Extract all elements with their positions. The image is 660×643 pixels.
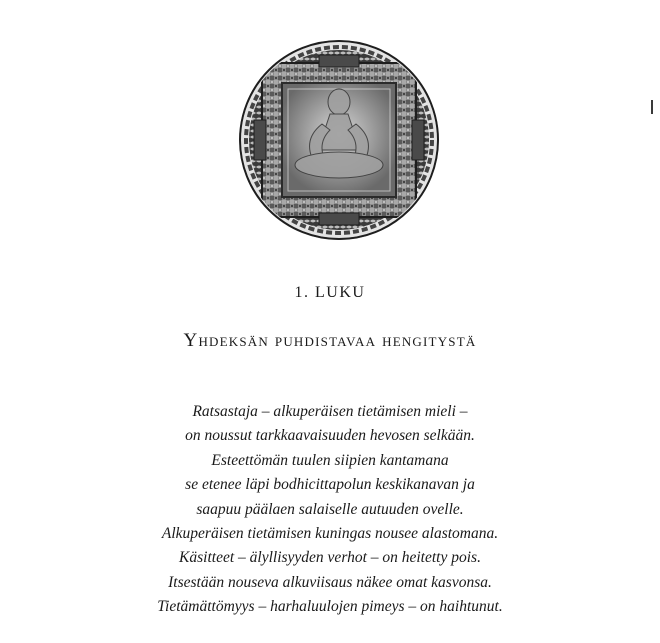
chapter-title: Yhdeksän puhdistavaa hengitystä: [183, 330, 477, 351]
poem-verse: [0, 400, 660, 620]
meditating-figure-mandala-icon: [238, 20, 440, 260]
poem-line: Esteettömän tuulen siipien kantamana: [211, 451, 449, 469]
poem-line: Tietämättömyys – harhaluulojen pimeys – on haihtunut.: [157, 598, 503, 616]
poem-line: Itsestään nouseva alkuviisaus näkee omat kasvonsa.: [168, 573, 492, 591]
poem-line: Alkuperäisen tietämisen kuningas nousee alastomana.: [161, 524, 499, 542]
poem-line: Käsitteet – älyllisyyden verhot – on heitetty pois.: [179, 549, 481, 567]
poem-line: se etenee läpi bodhicittapolun keskikanavan ja: [185, 476, 475, 494]
chapter-number: 1. LUKU: [294, 284, 366, 301]
poem-line: on noussut tarkkaavaisuuden hevosen selkään.: [185, 427, 475, 445]
poem-line: saapuu päälaen salaiselle autuuden ovelle.: [196, 500, 464, 518]
page-edge-mark: [651, 100, 653, 114]
poem-line: Ratsastaja – alkuperäisen tietämisen mieli –: [192, 403, 468, 420]
